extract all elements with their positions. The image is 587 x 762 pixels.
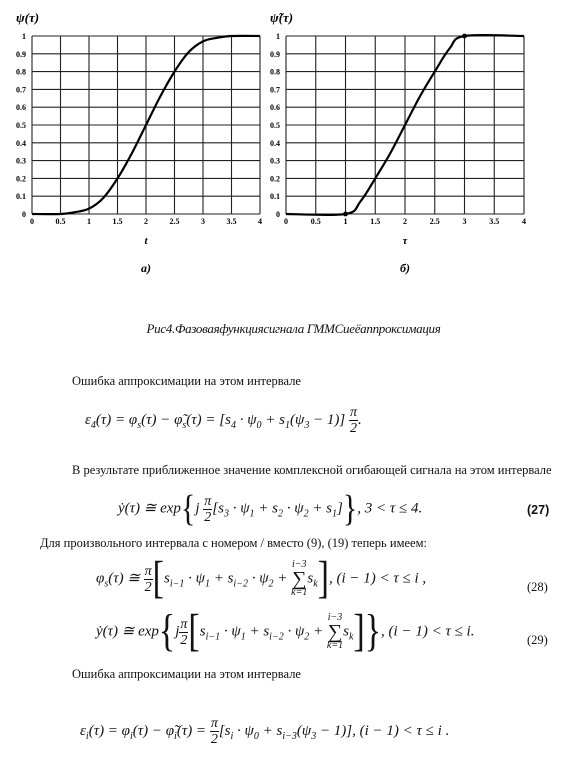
equation-29: ẏ(τ) ≅ exp{j $\frac{\pi}{2}$ [$s_{i-1} \cdot \psi_1 + s_{i-2} \cdot \psi_2 + i-3$ ∑ $k=1s_k$]}, (i − 1) < τ ≤ i.	[96, 606, 475, 657]
panel-label: б)	[400, 261, 410, 275]
equation-number-29: (29)	[527, 633, 548, 647]
x-tick-label: 3	[462, 217, 467, 226]
y-tick-label: 0.2	[270, 174, 280, 184]
y-tick-label: 0.7	[270, 85, 280, 95]
y-tick-label: 0.3	[16, 156, 26, 166]
panel-label: а)	[141, 261, 151, 275]
y-tick-label: 0.9	[270, 49, 280, 59]
y-tick-label: 0.7	[16, 85, 26, 95]
x-tick-label: 4	[522, 217, 526, 226]
x-tick-label: 1	[87, 217, 91, 226]
equation-error-4: $\varepsilon_4(\tau) = \varphi_s(\tau)$ − $\varphĩ_s(\tau) = [s_4 \cdot \psi_0 + s_1(\psi_3 - 1)]$ $\frac{\pi}{2}$ .	[85, 405, 362, 436]
paragraph-error-2: Ошибка аппроксимации на этом интервале	[72, 667, 301, 681]
paragraph-error-1: Ошибка аппроксимации на этом интервале	[72, 374, 301, 388]
x-axis-label: τ	[402, 235, 408, 247]
x-tick-label: 0.5	[310, 217, 321, 226]
x-tick-label: 1	[343, 217, 348, 226]
x-tick-label: 2	[144, 217, 148, 226]
x-tick-label: 0	[284, 217, 288, 226]
y-tick-label: 0.2	[16, 174, 26, 184]
y-tick-label: 0.6	[16, 103, 26, 113]
x-axis-label: t	[144, 235, 148, 247]
y-tick-label: 0.8	[16, 67, 26, 77]
chart-left	[16, 10, 262, 275]
equation-28: $\varphi_s(\tau)$ ≅ $\frac{\pi}{2}$ [$s_{i-1} \cdot \psi_1 + s_{i-2} \cdot \psi_2 + i-3$ ∑ $k=1s_k$], (i − 1) < τ ≤ i ,	[96, 553, 427, 604]
data-point	[343, 212, 348, 217]
chart-right	[270, 10, 526, 275]
y-tick-label: 0.9	[16, 49, 26, 59]
equation-error-i: $\varepsilon_i(\tau) = \varphi_i(\tau)$ − $\varphĩ_i(\tau)$ = $\frac{\pi}{2}$ $[s_i \cdot \psi_0 + s_{i-3}(\psi_3 - 1)]$, (i − 1) < τ ≤ i .	[80, 716, 450, 747]
x-tick-label: 2.5	[169, 217, 180, 226]
y-tick-label: 0.1	[270, 192, 280, 202]
y-tick-label: 0.4	[270, 138, 280, 148]
x-tick-label: 2	[403, 217, 407, 226]
x-tick-label: 2.5	[429, 217, 440, 226]
x-tick-label: 4	[258, 217, 262, 226]
y-tick-label: 1	[276, 32, 280, 41]
y-axis-label: ψ(τ)	[16, 10, 40, 25]
x-tick-label: 0.5	[55, 217, 66, 226]
paragraph-arbitrary-interval: Для произвольного интервала с номером / вместо (9), (19) теперь имеем:	[40, 536, 427, 550]
x-tick-label: 0	[30, 217, 34, 226]
y-axis-label: ψ̃(τ)	[270, 10, 294, 25]
figure-caption: Рис4.Фазоваяфункциясигнала ГММСиеёаппроксимация	[146, 321, 441, 336]
x-tick-label: 3.5	[489, 217, 500, 226]
data-point	[462, 34, 467, 39]
y-tick-label: 0.5	[16, 121, 26, 130]
paragraph-result: В результате приближенное значение комплексной огибающей сигнала на этом интервале	[72, 463, 552, 477]
y-tick-label: 0.4	[16, 138, 26, 148]
x-tick-label: 3	[201, 217, 205, 226]
equation-number-27: (27)	[527, 503, 550, 517]
y-tick-label: 0.1	[16, 192, 26, 202]
y-tick-label: 1	[22, 32, 26, 41]
x-tick-label: 3.5	[226, 217, 237, 226]
y-tick-label: 0.3	[270, 156, 280, 166]
y-tick-label: 0.8	[270, 67, 280, 77]
x-tick-label: 1.5	[112, 217, 123, 226]
equation-number-28: (28)	[527, 580, 548, 594]
y-tick-label: 0	[276, 210, 280, 219]
x-tick-label: 1.5	[370, 217, 381, 226]
y-tick-label: 0.6	[270, 103, 280, 113]
y-tick-label: 0	[22, 210, 26, 219]
y-tick-label: 0.5	[270, 121, 280, 130]
figures-area	[0, 0, 587, 320]
equation-27: ẏ(τ) ≅ exp{j $\frac{\pi}{2}$ $[s_3 \cdot \psi_1 + s_2 \cdot \psi_2 + s_1]$}, 3 < τ ≤ 4.	[118, 487, 423, 529]
